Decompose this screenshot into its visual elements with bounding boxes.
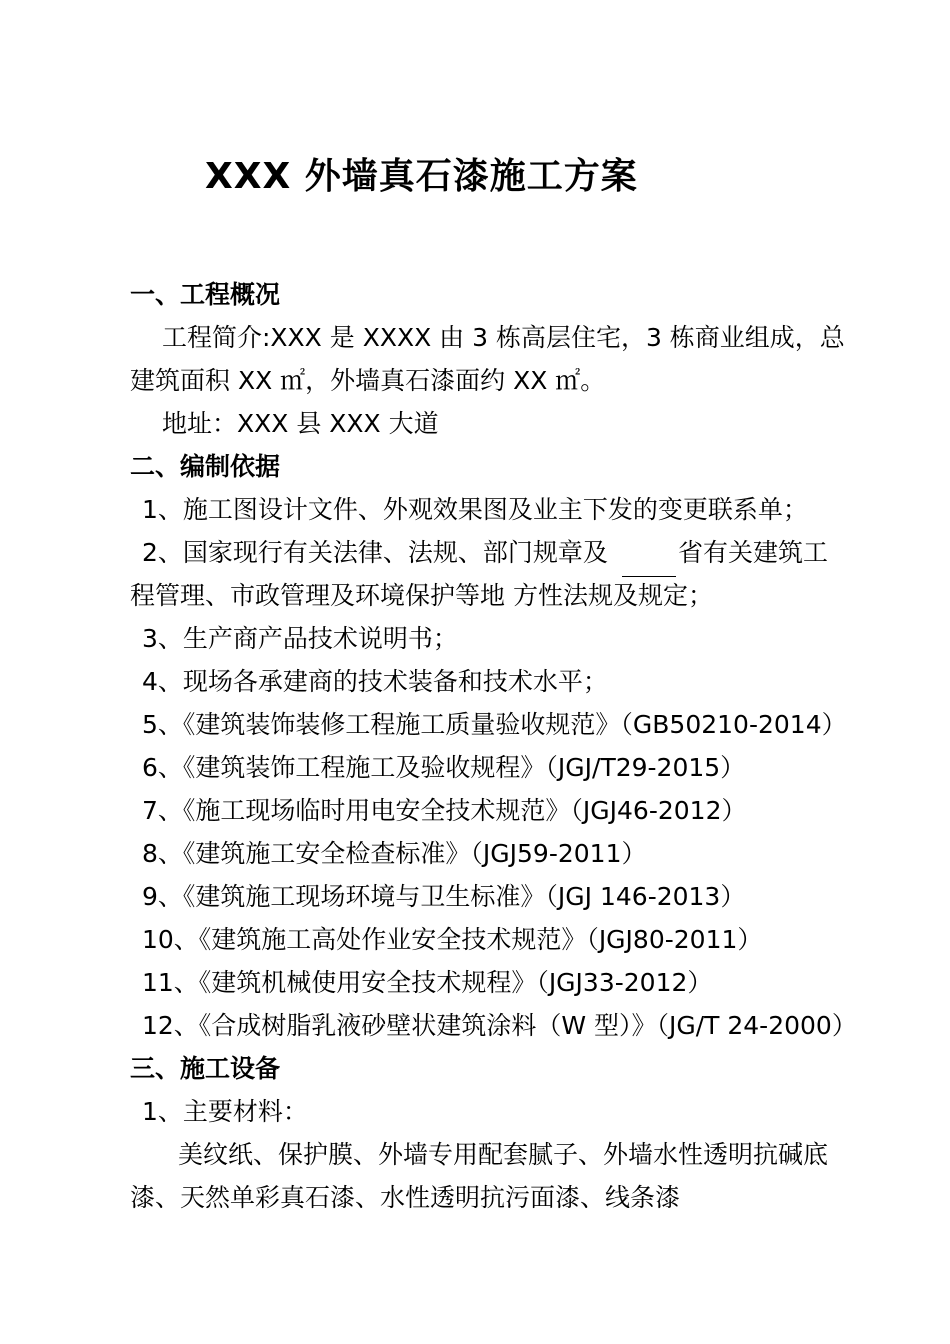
basis-item-5: 5、《建筑装饰装修工程施工质量验收规范》（GB50210-2014） [142,710,847,739]
basis-item-2-part-a: 2、国家现行有关法律、法规、部门规章及 [142,538,608,567]
basis-item-12: 12、《合成树脂乳液砂壁状建筑涂料（W 型）》（JG/T 24-2000） [142,1011,857,1040]
basis-item-3: 3、生产商产品技术说明书； [142,624,458,653]
basis-item-1: 1、施工图设计文件、外观效果图及业主下发的变更联系单； [142,495,808,524]
basis-item-4: 4、现场各承建商的技术装备和技术水平； [142,667,608,696]
basis-item-9: 9、《建筑施工现场环境与卫生标准》（JGJ 146-2013） [142,882,746,911]
materials-line-2: 漆、天然单彩真石漆、水性透明抗污面漆、线条漆 [130,1183,681,1212]
basis-item-11: 11、《建筑机械使用安全技术规程》（JGJ33-2012） [142,968,713,997]
materials-line-1: 美纹纸、保护膜、外墙专用配套腻子、外墙水性透明抗碱底 [178,1140,829,1169]
section-heading-basis: 二、编制依据 [130,452,281,481]
overview-address: 地址：XXX 县 XXX 大道 [162,409,439,438]
basis-item-6: 6、《建筑装饰工程施工及验收规程》（JGJ/T29-2015） [142,753,746,782]
basis-item-10: 10、《建筑施工高处作业安全技术规范》（JGJ80-2011） [142,925,763,954]
basis-item-8: 8、《建筑施工安全检查标准》（JGJ59-2011） [142,839,647,868]
section-heading-equipment: 三、施工设备 [130,1054,281,1083]
overview-intro-line-1: 工程简介:XXX 是 XXXX 由 3 栋高层住宅，3 栋商业组成，总 [162,323,845,352]
basis-item-2-part-b: 省有关建筑工 [678,538,829,567]
basis-item-2-part-c: 程管理、市政管理及环境保护等地 方性法规及规定； [130,581,713,610]
basis-item-7: 7、《施工现场临时用电安全技术规范》（JGJ46-2012） [142,796,747,825]
equipment-item-1: 1、主要材料： [142,1097,308,1126]
section-heading-overview: 一、工程概况 [130,280,281,309]
blank-underline [622,576,676,577]
document-title: XXX 外墙真石漆施工方案 [205,156,638,197]
overview-intro-line-2: 建筑面积 XX ㎡，外墙真石漆面约 XX ㎡。 [130,366,606,395]
